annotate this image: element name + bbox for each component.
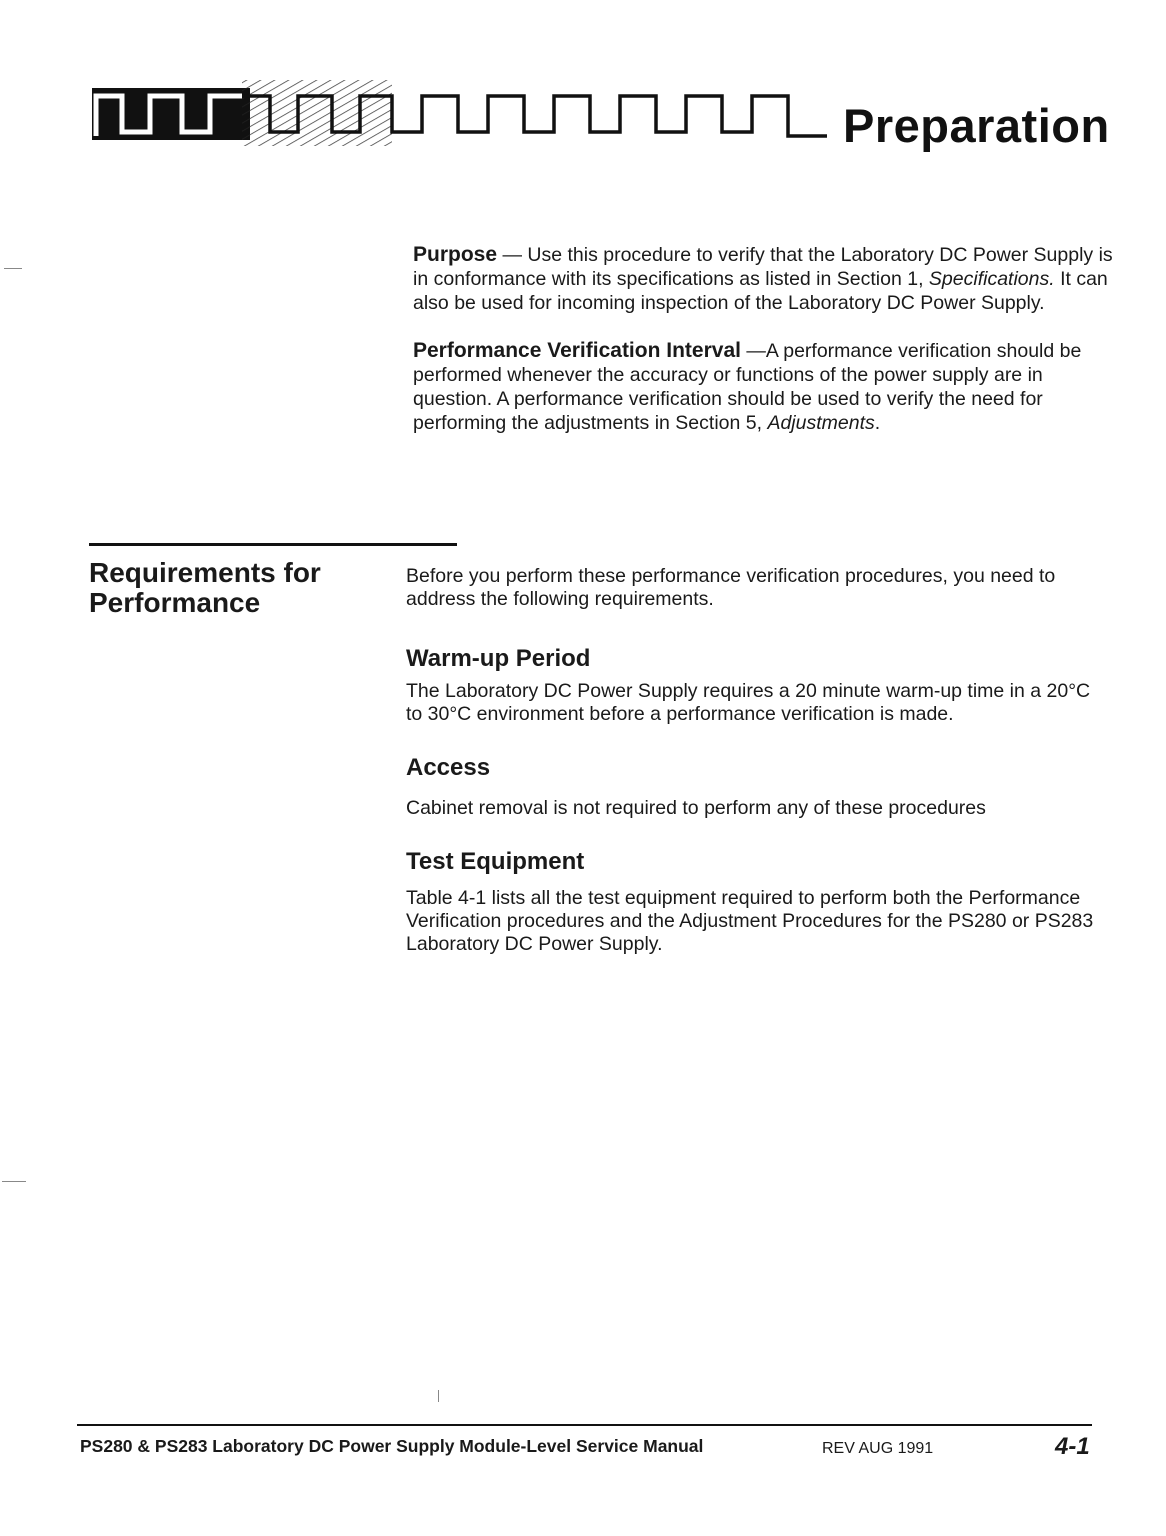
test-equipment-text: Table 4-1 lists all the test equipment required to perform both the Performance Verification procedures and the Adjustment Procedures for the PS280 or PS283 Laboratory DC Power Supply. [406,887,1094,955]
requirements-body [406,565,1106,956]
footer-rule [77,1424,1092,1426]
purpose-dash: — [497,244,528,266]
interval-reference: Adjustments [767,412,875,434]
requirements-intro: Before you perform these performance verification procedures, you need to address the following requirements. [406,565,1056,610]
purpose-text-continued: It can also be used for incoming inspection of the Laboratory DC Power Supply. [413,268,1108,314]
test-equipment-heading: Test Equipment [406,848,585,875]
interval-end: . [874,412,881,434]
access-heading: Access [406,754,491,781]
scan-mark [2,1181,26,1182]
purpose-text: Use this procedure to verify that the Laboratory DC Power Supply is in conformance with its specifications as listed in Section 1, [413,244,1113,290]
scan-mark [4,268,22,269]
scan-mark [438,1390,439,1402]
section-heading: Requirements for Performance [89,557,321,618]
interval-dash: — [740,340,766,362]
purpose-lead: Purpose [413,243,498,266]
interval-paragraph [413,339,1113,435]
purpose-paragraph [413,243,1113,315]
warmup-heading: Warm-up Period [406,645,591,672]
footer-revision: REV AUG 1991 [822,1440,934,1457]
interval-text: A performance verification should be performed whenever the accuracy or functions of the power supply are in question. A performance verification should be used to verify the need for performing the adjustments in Section 5, [413,340,1082,434]
access-text: Cabinet removal is not required to perform any of these procedures [406,797,986,819]
warmup-text: The Laboratory DC Power Supply requires a 20 minute warm-up time in a 20°C to 30°C environment before a performance verification is made. [406,680,1091,725]
section-rule [89,543,457,546]
page-number: 4-1 [1055,1433,1090,1460]
intro-section [413,243,1113,459]
purpose-reference: Specifications. [928,268,1055,290]
interval-lead: Performance Verification Interval [413,339,741,362]
square-wave-banner-icon [92,80,832,152]
footer-manual-title: PS280 & PS283 Laboratory DC Power Supply Module-Level Service Manual [80,1436,704,1456]
page-title: Preparation [843,99,1110,152]
